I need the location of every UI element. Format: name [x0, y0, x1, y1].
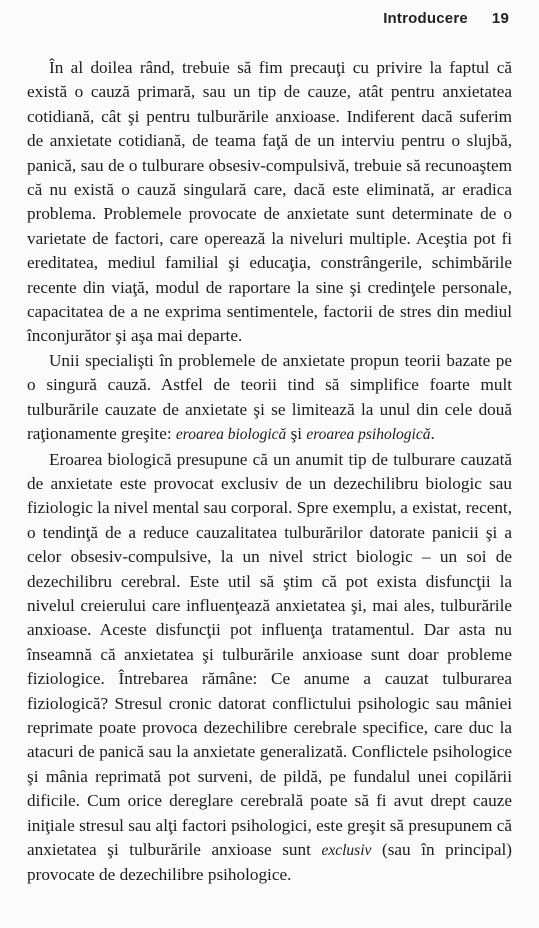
term-psychological-error: eroarea psihologică: [306, 426, 431, 444]
paragraph-1: În al doilea rând, trebuie să fim precauţi cu privire la faptul că există o cauză primară, sau un tip de cauze, atât pentru anxietatea cotidiană, cât şi pentru tulburările anxioase. Indiferent dacă suferim de anxietate cotidiană, de teama faţă de un interviu pentru o slujbă, panică, sau de o tulburare obsesiv-compulsivă, trebuie să recunoaştem că nu există o cauză singulară care, dacă este eliminată, ar eradica problema. Problemele provocate de anxietate sunt determinate de o varietate de factori, care operează la niveluri multiple. Aceştia pot fi ereditatea, mediul familial şi educaţia, constrângerile, schimbările recente din viaţă, modul de raportare la sine şi credinţele personale, capacitatea de a ne exprima sentimentele, factorii de stres din mediul înconjurător şi aşa mai departe.: [27, 58, 512, 346]
running-head: [383, 10, 509, 27]
paragraph-2: [27, 349, 512, 448]
paragraph-2-end: .: [430, 424, 435, 444]
body-text: [27, 56, 512, 888]
paragraph-3: [27, 448, 512, 888]
section-title: Introducere: [383, 10, 468, 27]
paragraph-2-text: Unii specialişti în problemele de anxietate propun teorii bazate pe o singură cauză. Astfel de teorii tind să simplifice foarte mult tulburările cauzate de anxietate şi se limitează la unul din cele două raţionamente greşite:: [27, 350, 512, 444]
paragraph-3-end: (sau în principal) provocate de dezechilibre psihologice.: [27, 840, 512, 885]
term-exclusively: exclusiv: [321, 842, 372, 859]
paragraph-3-text: Eroarea biologică presupune că un anumit tip de tulburare cauzată de anxietate este provocat exclusiv de un dezechilibru biologic sau fiziologic la nivel mental sau corporal. Spre exemplu, a existat, recent, o tendinţă de a reduce cauzalitatea tulburărilor datorate panicii şi a celor obsesiv-compulsive, la un nivel strict biologic – un soi de dezechilibru cerebral. Este util să ştim că pot exista disfuncţii la nivelul creierului care influenţează anxietatea şi, mai ales, tulburările anxioase. Aceste disfuncţii pot influenţa tratamentul. Dar asta nu înseamnă că anxietatea şi tulburările anxioase sunt doar probleme fiziologice. Întrebarea rămâne: Ce anume a cauzat tulburarea fiziologică? Stresul cronic datorat conflictului psihologic sau mâniei reprimate poate provoca dezechilibre cerebrale specifice, care duc la atacuri de panică sau la anxietate generalizată. Conflictele psihologice şi mânia reprimată pot surveni, de pildă, pe fundalul unei copilării dificile. Cum orice dereglare cerebrală poate să fi avut drept cauze iniţiale stresul sau alţi factori psihologici, este greşit să presupunem că anxietatea şi tulburările anxioase sunt: [27, 449, 512, 859]
page-number: 19: [491, 10, 509, 27]
term-biological-error: eroarea biologică: [175, 426, 287, 444]
paragraph-2-conjunction: şi: [286, 424, 307, 444]
